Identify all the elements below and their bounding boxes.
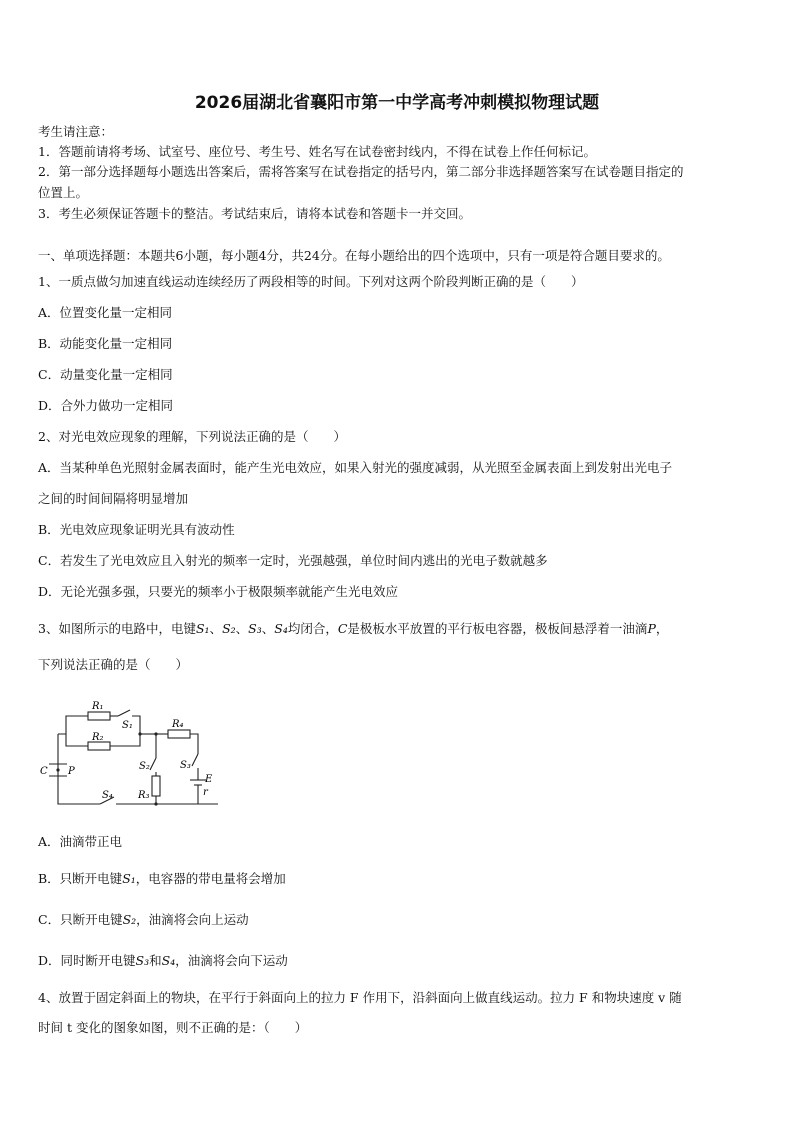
q3-option-b-part-b: ，电容器的带电量将会增加	[135, 871, 286, 886]
q3-stem-line2: 下列说法正确的是（ ）	[38, 657, 189, 672]
notice-item-3: 3．考生必须保证答题卡的整洁。考试结束后，请将本试卷和答题卡一并交回。	[38, 206, 471, 221]
notice-item-2: 2．第一部分选择题每小题选出答案后，需将答案写在试卷指定的括号内，第二部分非选择题答案写在试卷题目指定的	[38, 164, 684, 179]
label-r4: R₄	[172, 719, 184, 730]
label-r2: R₂	[92, 732, 104, 743]
q3-option-a: A．油滴带正电	[38, 834, 123, 849]
c-symbol: C	[337, 621, 348, 636]
q3-option-c-part-b: ，油滴将会向上运动	[136, 912, 249, 927]
q1-option-a: A．位置变化量一定相同	[38, 305, 173, 320]
q3-option-d-and: 和	[149, 953, 162, 968]
label-p: P	[68, 766, 75, 777]
label-r3: R₃	[138, 790, 150, 801]
q3-stem-part-a: 3、如图所示的电路中，电键	[38, 621, 196, 636]
q1-option-d: D．合外力做功一定相同	[38, 398, 174, 413]
q2-stem: 2、对光电效应现象的理解，下列说法正确的是（ ）	[38, 429, 346, 444]
label-r: r	[203, 787, 208, 798]
label-s1: S₁	[122, 720, 133, 731]
q3c-s2-symbol: S₂	[122, 912, 137, 927]
q1-stem: 1、一质点做匀加速直线运动连续经历了两段相等的时间。下列对这两个阶段判断正确的是（ ）	[38, 274, 584, 289]
q3-option-b	[38, 869, 286, 887]
p-symbol: P	[647, 621, 656, 636]
q3-option-d-part-a: D．同时断开电键	[38, 953, 136, 968]
q2-option-a-line2: 之间的时间间隔将明显增加	[38, 491, 189, 506]
notice-item-1: 1．答题前请将考场、试室号、座位号、考生号、姓名写在试卷密封线内，不得在试卷上作任何标记。	[38, 144, 596, 159]
s3-symbol: S₃	[248, 621, 262, 636]
label-s4: S₄	[102, 790, 113, 801]
q2-option-b: B．光电效应现象证明光具有波动性	[38, 522, 235, 537]
s2-symbol: S₂	[222, 621, 236, 636]
q3d-s4-symbol: S₄	[161, 953, 176, 968]
q3-stem-part-c: 是极板水平放置的平行板电容器，极板间悬浮着一油滴	[347, 621, 648, 636]
q4-stem-line1: 4、放置于固定斜面上的物块，在平行于斜面向上的拉力 F 作用下，沿斜面向上做直线运动。拉力 F 和物块速度 v 随	[38, 990, 682, 1005]
section-heading: 一、单项选择题：本题共6小题，每小题4分，共24分。在每小题给出的四个选项中，只有一项是符合题目要求的。	[38, 248, 670, 263]
q3d-s3-symbol: S₃	[135, 953, 150, 968]
label-s2: S₂	[139, 761, 150, 772]
q2-option-a-line1: A．当某种单色光照射金属表面时，能产生光电效应，如果入射光的强度减弱，从光照至金属表面上到发射出光电子	[38, 460, 673, 475]
q1-option-b: B．动能变化量一定相同	[38, 336, 173, 351]
label-c: C	[40, 766, 48, 777]
s1-symbol: S₁	[195, 621, 210, 636]
label-s3: S₃	[180, 760, 191, 771]
q3-option-b-part-a: B．只断开电键	[38, 871, 123, 886]
q3-stem: 3、如图所示的电路中，电键S₁、S₂、S₃、S₄均闭合，C是极板水平放置的平行板电容器，极板间悬浮着一油滴P，	[38, 621, 669, 636]
q2-option-c: C．若发生了光电效应且入射光的频率一定时，光强越强，单位时间内逃出的光电子数就越多	[38, 553, 548, 568]
page-title: 2026届湖北省襄阳市第一中学高考冲刺模拟物理试题	[194, 93, 600, 113]
label-r1: R₁	[92, 701, 104, 712]
s4-symbol: S₄	[274, 621, 288, 636]
q3-stem-part-b: 均闭合，	[287, 621, 338, 636]
q3-stem-part-d: ，	[655, 621, 669, 636]
notice-item-2-cont: 位置上。	[38, 185, 89, 200]
notice-header: 考生请注意：	[38, 124, 114, 139]
q3-option-c-part-a: C．只断开电键	[38, 912, 123, 927]
q3-option-d	[38, 951, 288, 969]
q4-stem-line2: 时间 t 变化的图象如图，则不正确的是：（ ）	[38, 1020, 308, 1035]
q3-option-c	[38, 910, 249, 928]
q3b-s1-symbol: S₁	[122, 871, 136, 886]
q2-option-d: D．无论光强多强，只要光的频率小于极限频率就能产生光电效应	[38, 584, 399, 599]
q1-option-c: C．动量变化量一定相同	[38, 367, 173, 382]
circuit-diagram	[38, 694, 218, 816]
q3-option-d-part-b: ，油滴将会向下运动	[175, 953, 288, 968]
label-e: E	[205, 774, 213, 785]
